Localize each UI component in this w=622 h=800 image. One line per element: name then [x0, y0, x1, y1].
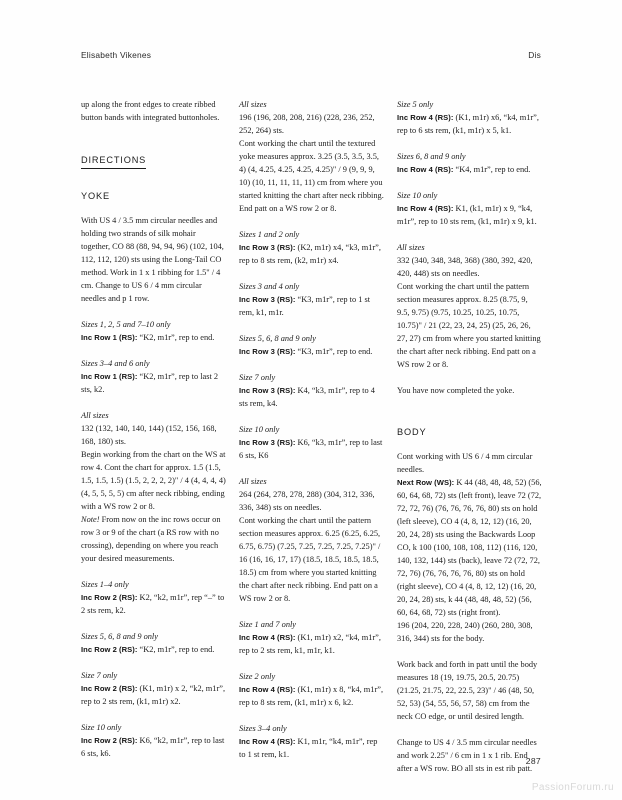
- spacer: [239, 410, 384, 423]
- column-1: [81, 98, 226, 758]
- size-heading: Sizes 3–4 and 6 only: [81, 359, 150, 368]
- note-label: Note!: [81, 515, 100, 524]
- spacer: [397, 723, 542, 736]
- spacer: [81, 656, 226, 669]
- size-heading: Sizes 3 and 4 only: [239, 282, 300, 291]
- instruction-row: [397, 163, 542, 176]
- instruction-row: [239, 631, 384, 657]
- directions-heading-wrap: [81, 150, 226, 169]
- spacer: [81, 617, 226, 630]
- row-text: K1, (k1, m1r) x 9, “k4, m1r”, rep to 10 sts rem, (k1, m1r) x 9, k1.: [397, 204, 537, 226]
- note-text: From now on the inc rows occur on row 3 or 9 of the chart (a RS row with no crossing), depending on where you reach your desired measurements.: [81, 515, 221, 563]
- row-text: “K2, m1r”, rep to end.: [137, 645, 215, 654]
- row-text: K2, “k2, m1r”, rep “–” to 2 sts rem, k2.: [81, 593, 225, 615]
- size-heading: Size 10 only: [239, 425, 280, 434]
- row-label: Next Row (WS):: [397, 478, 455, 487]
- size-heading: Sizes 1 and 2 only: [239, 230, 300, 239]
- running-head: [81, 50, 541, 64]
- spacer: [239, 267, 384, 280]
- chart-instructions: Cont working the chart until the pattern section measures approx. 8.25 (8.75, 9, 9.5, 9.75) (9.75, 10.25, 10.25, 10.75, 10.75)" / 21 (22, 23, 24, 25) (25, 26, 26, 27, 27) cm from where you started knitting the chart after neck ribbing. End patt on a WS row 2 or 8.: [397, 282, 541, 369]
- page-number: 287: [525, 756, 541, 766]
- running-head-author: Elisabeth Vikenes: [81, 50, 152, 60]
- instruction-row: [81, 331, 226, 344]
- spacer: [239, 319, 384, 332]
- body-intro: Cont working with US 6 / 4 mm circular needles.: [397, 452, 533, 474]
- row-label: Inc Row 4 (RS):: [239, 685, 296, 694]
- body-heading: BODY: [397, 427, 427, 437]
- spacer: [81, 708, 226, 721]
- spacer: [397, 397, 542, 427]
- body-measurement: Work back and forth in patt until the body measures 18 (19, 19.75, 20.5, 20.75) (21.25, 21.75, 22, 22.5, 23)" / 46 (48, 50, 52, 53) (54, 55, 56, 57, 58) cm from the neck CO edge, or until desired length.: [397, 660, 538, 721]
- running-head-section: Dis: [528, 50, 541, 60]
- spacer: [397, 137, 542, 150]
- size-heading: Sizes 1–4 only: [81, 580, 129, 589]
- row-label: Inc Row 4 (RS):: [397, 113, 454, 122]
- instruction-row: [239, 735, 384, 761]
- instruction-row: [239, 345, 384, 358]
- spacer: [81, 565, 226, 578]
- spacer: [81, 305, 226, 318]
- spacer: [81, 201, 226, 214]
- row-text: (K1, m1r) x 8, “k4, m1r”, rep to 8 sts rem, (k1, m1r) x 6, k2.: [239, 685, 384, 707]
- row-label: Inc Row 3 (RS):: [239, 438, 296, 447]
- instruction-row: [239, 436, 384, 462]
- instruction-row: [239, 241, 384, 267]
- note-paragraph: [81, 513, 226, 565]
- body-stitch-counts: 196 (204, 220, 228, 240) (260, 280, 308, 316, 344) sts for the body.: [397, 621, 533, 643]
- row-label: Inc Row 3 (RS):: [239, 243, 296, 252]
- instruction-row: [81, 370, 226, 396]
- row-label: Inc Row 4 (RS):: [239, 737, 296, 746]
- row-text: K1, m1r, “k4, m1r”, rep to 1 st rem, k1.: [239, 737, 378, 759]
- next-row-instruction: [397, 476, 542, 619]
- spacer: [397, 228, 542, 241]
- spacer: [81, 396, 226, 409]
- chart-instructions: Cont working the chart until the pattern section measures approx. 6.25 (6.25, 6.25, 6.75, 6.75) (7.25, 7.25, 7.25, 7.25, 7.25)" / 16 (16, 16, 17, 17) (18.5, 18.5, 18.5, 18.5, 18.5) cm from where you started knitting the chart after neck ribbing. End patt on a WS row 2 or 8.: [239, 516, 381, 603]
- row-text: “K3, m1r”, rep to 1 st rem, k1, m1r.: [239, 295, 371, 317]
- size-heading: Sizes 6, 8 and 9 only: [397, 152, 466, 161]
- yoke-heading: YOKE: [81, 191, 110, 201]
- row-text: “K4, m1r”, rep to end.: [453, 165, 531, 174]
- size-heading: Size 7 only: [239, 373, 276, 382]
- yoke-complete-note: You have now completed the yoke.: [397, 386, 515, 395]
- row-label: Inc Row 3 (RS):: [239, 347, 296, 356]
- size-heading: Size 10 only: [81, 723, 122, 732]
- row-text: (K1, m1r) x 2, “k2, m1r”, rep to 2 sts rem, (k1, m1r) x2.: [81, 684, 226, 706]
- row-label: Inc Row 3 (RS):: [239, 386, 296, 395]
- row-text: “K3, m1r”, rep to end.: [295, 347, 373, 356]
- row-label: Inc Row 2 (RS):: [81, 593, 138, 602]
- size-heading: Size 7 only: [81, 671, 118, 680]
- size-heading: Sizes 5, 6, 8 and 9 only: [239, 334, 316, 343]
- spacer: [239, 709, 384, 722]
- spacer: [397, 176, 542, 189]
- row-label: Inc Row 4 (RS):: [397, 165, 454, 174]
- row-text: K 44 (48, 48, 48, 52) (56, 60, 64, 68, 72) sts (left front), leave 72 (72, 72, 72, 76) (76, 76, 76, 76, 80) sts on hold (left sleeve), CO 4 (4, 8, 12, 12) (16, 20, 20, 24, 28) sts using the Backwards Loop CO, k 100 (100, 108, 108, 112) (116, 120, 140, 132, 144) sts (back), leave 72 (72, 72, 72, 76) (76, 76, 76, 76, 80) sts on hold (right sleeve), CO 4 (4, 8, 12, 12) (16, 20, 20, 24, 28) sts, k 44 (48, 48, 48, 52) (56, 60, 64, 68, 72) sts (right front).: [397, 478, 542, 617]
- all-sizes-heading: All sizes: [81, 411, 109, 420]
- instruction-row: [397, 111, 542, 137]
- watermark: PassionForum.ru: [531, 782, 614, 793]
- instruction-row: [239, 683, 384, 709]
- spacer: [397, 645, 542, 658]
- size-heading: Size 5 only: [397, 100, 434, 109]
- column-2: [239, 98, 384, 759]
- chart-instructions: Begin working from the chart on the WS at row 4. Cont the chart for approx. 1.5 (1.5, 1.5, 1.5, 1.5) (1.5, 2, 2, 2, 2)" / 4 (4, 4, 4, 4) (4, 5, 5, 5, 5) cm after neck ribbing, ending with a WS row 2 or 8.: [81, 450, 226, 511]
- spacer: [239, 462, 384, 475]
- spacer: [239, 358, 384, 371]
- instruction-row: [81, 643, 226, 656]
- instruction-row: [81, 682, 226, 708]
- spacer: [81, 124, 226, 150]
- size-heading: Size 2 only: [239, 672, 276, 681]
- size-heading: Sizes 5, 6, 8 and 9 only: [81, 632, 158, 641]
- row-text: “K2, m1r”, rep to end.: [137, 333, 215, 342]
- instruction-row: [239, 293, 384, 319]
- all-sizes-heading: All sizes: [239, 100, 267, 109]
- row-text: (K1, m1r) x6, “k4, m1r”, rep to 6 sts rem, (k1, m1r) x 5, k1.: [397, 113, 539, 135]
- spacer: [397, 371, 542, 384]
- row-label: Inc Row 3 (RS):: [239, 295, 296, 304]
- size-heading: Size 1 and 7 only: [239, 620, 297, 629]
- instruction-row: [397, 202, 542, 228]
- spacer: [81, 344, 226, 357]
- chart-instructions: Cont working the chart until the textured yoke measures approx. 3.25 (3.5, 3.5, 3.5, 4) (4, 4.25, 4.25, 4.25, 4.25)" / 9 (9, 9, 9, 10) (10, 11, 11, 11, 11) cm from where you started knitting the chart after neck ribbing. End patt on a WS row 2 or 8.: [239, 139, 384, 213]
- instruction-row: [81, 591, 226, 617]
- size-heading: Size 10 only: [397, 191, 438, 200]
- instruction-row: [81, 734, 226, 760]
- row-label: Inc Row 1 (RS):: [81, 372, 138, 381]
- row-text: K4, “k3, m1r”, rep to 4 sts rem, k4.: [239, 386, 375, 408]
- spacer: [397, 437, 542, 450]
- size-heading: Sizes 3–4 only: [239, 724, 287, 733]
- all-sizes-heading: All sizes: [239, 477, 267, 486]
- spacer: [239, 657, 384, 670]
- all-sizes-heading: All sizes: [397, 243, 425, 252]
- spacer: [81, 169, 226, 191]
- row-text: “K2, m1r”, rep to last 2 sts, k2.: [81, 372, 219, 394]
- instruction-row: [239, 384, 384, 410]
- row-label: Inc Row 2 (RS):: [81, 736, 138, 745]
- row-text: K6, “k2, m1r”, rep to last 6 sts, k6.: [81, 736, 225, 758]
- stitch-counts: 332 (340, 348, 348, 368) (380, 392, 420, 420, 448) sts on needles.: [397, 256, 533, 278]
- row-text: (K1, m1r) x2, “k4, m1r”, rep to 2 sts rem, k1, m1r, k1.: [239, 633, 381, 655]
- row-label: Inc Row 2 (RS):: [81, 684, 138, 693]
- row-text: K6, “k3, m1r”, rep to last 6 sts, K6: [239, 438, 383, 460]
- row-label: Inc Row 2 (RS):: [81, 645, 138, 654]
- spacer: [239, 605, 384, 618]
- size-heading: Sizes 1, 2, 5 and 7–10 only: [81, 320, 171, 329]
- directions-heading: DIRECTIONS: [81, 155, 146, 169]
- yoke-paragraph: With US 4 / 3.5 mm circular needles and holding two strands of silk mohair together, CO 88 (88, 94, 94, 96) (102, 104, 112, 112, 120) sts using the Long-Tail CO method. Work in 1 x 1 ribbing for 1.5" / 4 cm. Change to US 6 / 4 mm circular needles and p 1 row.: [81, 216, 224, 303]
- body-finishing: Change to US 4 / 3.5 mm circular needles and work 2.25" / 6 cm in 1 x 1 rib. End after a WS row. BO all sts in est rib patt.: [397, 738, 537, 773]
- row-label: Inc Row 4 (RS):: [397, 204, 454, 213]
- intro-paragraph: up along the front edges to create ribbed button bands with integrated buttonholes.: [81, 100, 220, 122]
- stitch-counts: 196 (196, 208, 208, 216) (228, 236, 252, 252, 264) sts.: [239, 113, 375, 135]
- stitch-counts: 132 (132, 140, 140, 144) (152, 156, 168, 168, 180) sts.: [81, 424, 217, 446]
- row-text: (K2, m1r) x4, “k3, m1r”, rep to 8 sts rem, (k2, m1r) x4.: [239, 243, 381, 265]
- stitch-counts: 264 (264, 278, 278, 288) (304, 312, 336, 336, 348) sts on needles.: [239, 490, 375, 512]
- spacer: [239, 215, 384, 228]
- row-label: Inc Row 4 (RS):: [239, 633, 296, 642]
- row-label: Inc Row 1 (RS):: [81, 333, 138, 342]
